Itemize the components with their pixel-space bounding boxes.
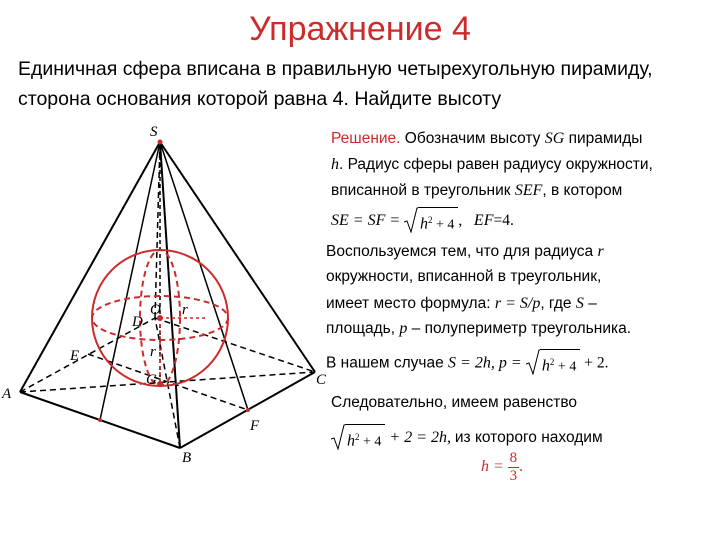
solution-line-10: Следовательно, имеем равенство <box>331 394 577 411</box>
label-S: S <box>150 124 158 140</box>
pyramid-figure <box>0 118 330 463</box>
solution-label: Решение. <box>331 130 401 147</box>
edge-SB <box>160 142 180 448</box>
label-B: B <box>182 450 192 463</box>
point-G <box>157 381 163 387</box>
slide-title: Упражнение 4 <box>249 10 471 48</box>
label-E: E <box>70 348 80 364</box>
equation-final: $h^2 + 4$ + 2 = 2h, из которого находим <box>331 424 603 453</box>
solution-line-3: вписанной в треугольник SEF, в котором <box>331 182 623 199</box>
label-A: A <box>2 386 12 402</box>
edge-DC <box>155 318 315 372</box>
label-C: C <box>316 372 327 388</box>
label-O: O <box>150 302 161 318</box>
points <box>98 140 250 423</box>
sqrt-3: $h^2 + 4$ <box>331 424 385 453</box>
edge-SC <box>160 142 315 372</box>
solution-line-8: площадь, p – полупериметр треугольника. <box>326 320 632 337</box>
solution-line-9: В нашем случае S = 2h, p = $h^2 + 4$ + 2. <box>326 349 608 378</box>
problem-statement: Единичная сфера вписана в правильную четырехугольную пирамиду, сторона основания которой равна 4. Найдите высоту <box>18 58 653 110</box>
label-r-bottom: r <box>150 344 156 360</box>
answer: h = $\frac{8}{3}$ . <box>481 450 524 484</box>
sqrt-1: $h^2 + 4$ <box>404 207 458 236</box>
answer-fraction: $\frac{8}{3}$ <box>509 450 518 484</box>
pyramid-edges <box>20 142 315 448</box>
solution-line-7: имеет место формула: r = S/p, где S – <box>326 295 597 312</box>
hidden-edges <box>20 142 315 448</box>
label-r-top: r <box>182 302 188 318</box>
solution-line-1: Решение. Обозначим высоту SG пирамиды <box>331 130 643 147</box>
solution-line-5: Воспользуемся тем, что для радиуса r <box>326 243 604 260</box>
label-D: D <box>132 314 143 330</box>
label-F: F <box>250 418 260 434</box>
sqrt-2: $h^2 + 4$ <box>526 349 580 378</box>
equation-SE-SF: SE = SF = $h^2 + 4$ , EF=4. <box>331 207 514 236</box>
label-G: G <box>146 372 157 388</box>
solution-line-6: окружности, вписанной в треугольник, <box>326 268 602 285</box>
solution-line-2: h. Радиус сферы равен радиусу окружности, <box>331 156 653 173</box>
